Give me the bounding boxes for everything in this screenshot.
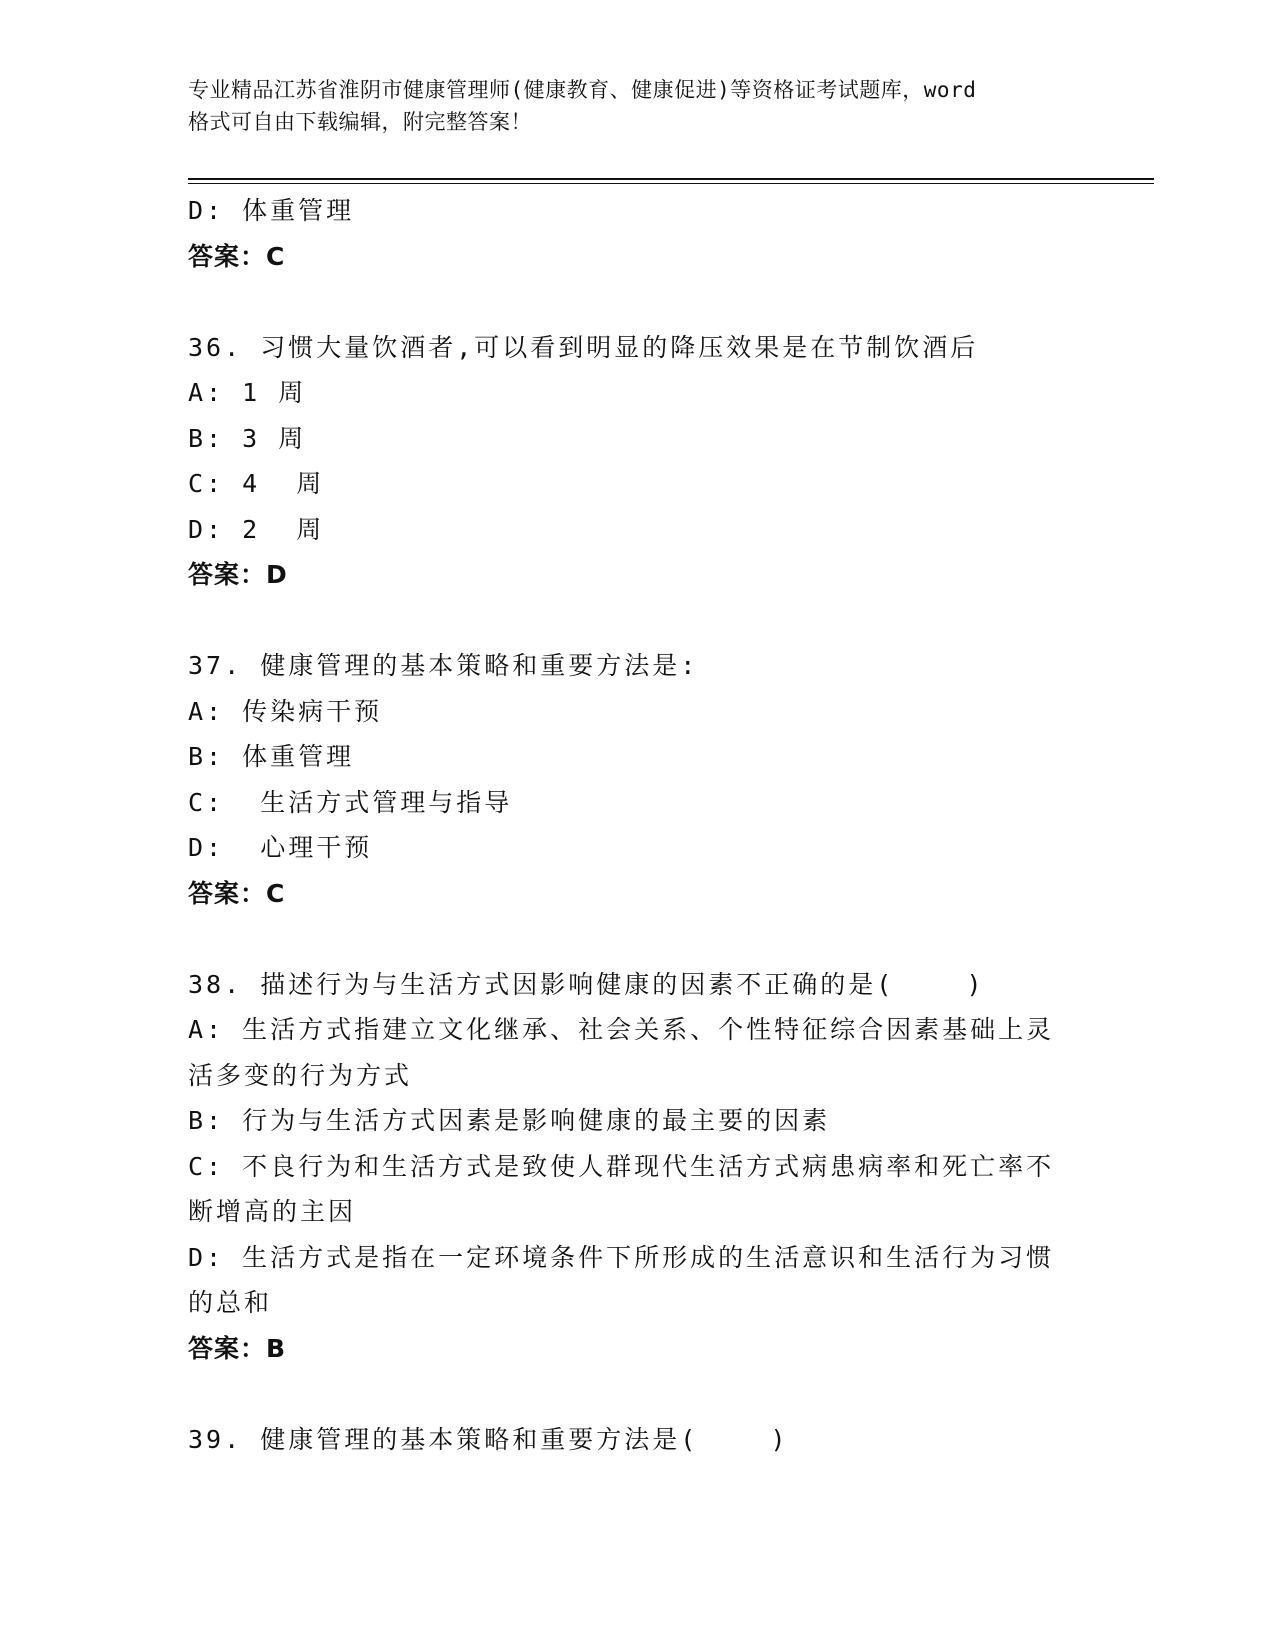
- question-36: [188, 325, 1088, 598]
- spacer: [188, 279, 1088, 325]
- document-header: [188, 74, 1088, 138]
- header-line-1: 专业精品江苏省淮阴市健康管理师(健康教育、健康促进)等资格证考试题库，word: [188, 78, 977, 102]
- option-a-line-2: 活多变的行为方式: [188, 1060, 413, 1090]
- option-d: D: 心理干预: [188, 833, 373, 862]
- option-d-line-2: 的总和: [188, 1288, 273, 1317]
- answer-label: 答案：D: [188, 560, 288, 589]
- spacer: [188, 1371, 1088, 1417]
- question-37: [188, 643, 1088, 916]
- option-d: D: 2 周: [188, 514, 325, 544]
- spacer: [188, 598, 1088, 644]
- question-39: [188, 1417, 1088, 1463]
- option-b: B: 体重管理: [188, 742, 355, 771]
- option-a: A: 1 周: [188, 378, 307, 407]
- answer-label: 答案：B: [188, 1333, 287, 1363]
- spacer: [188, 916, 1088, 962]
- option-a-line-1: A: 生活方式指建立文化继承、社会关系、个性特征综合因素基础上灵: [188, 1015, 1055, 1044]
- answer-label: 答案：C: [188, 241, 286, 271]
- option-b: B: 行为与生活方式因素是影响健康的最主要的因素: [188, 1106, 831, 1135]
- option-d: D: 体重管理: [188, 196, 355, 225]
- question-text: 38. 描述行为与生活方式因影响健康的因素不正确的是( ): [188, 969, 985, 999]
- header-divider-thin: [188, 183, 1154, 184]
- question-35-tail: [188, 188, 1088, 279]
- header-line-2: 格式可自由下载编辑，附完整答案！: [188, 110, 532, 134]
- option-d-line-1: D: 生活方式是指在一定环境条件下所形成的生活意识和生活行为习惯: [188, 1242, 1055, 1272]
- option-c: C: 4 周: [188, 469, 325, 498]
- question-list: [188, 188, 1088, 1462]
- option-c-line-2: 断增高的主因: [188, 1197, 357, 1226]
- option-c: C: 生活方式管理与指导: [188, 787, 513, 817]
- option-b: B: 3 周: [188, 423, 307, 453]
- question-38: [188, 962, 1088, 1372]
- question-text: 37. 健康管理的基本策略和重要方法是:: [188, 651, 699, 680]
- answer-label: 答案：C: [188, 878, 286, 908]
- question-text: 36. 习惯大量饮酒者,可以看到明显的降压效果是在节制饮酒后: [188, 332, 979, 362]
- header-divider-thick: [188, 178, 1154, 180]
- option-c-line-1: C: 不良行为和生活方式是致使人群现代生活方式病患病率和死亡率不: [188, 1151, 1055, 1181]
- option-a: A: 传染病干预: [188, 696, 383, 726]
- question-text: 39. 健康管理的基本策略和重要方法是( ): [188, 1424, 789, 1454]
